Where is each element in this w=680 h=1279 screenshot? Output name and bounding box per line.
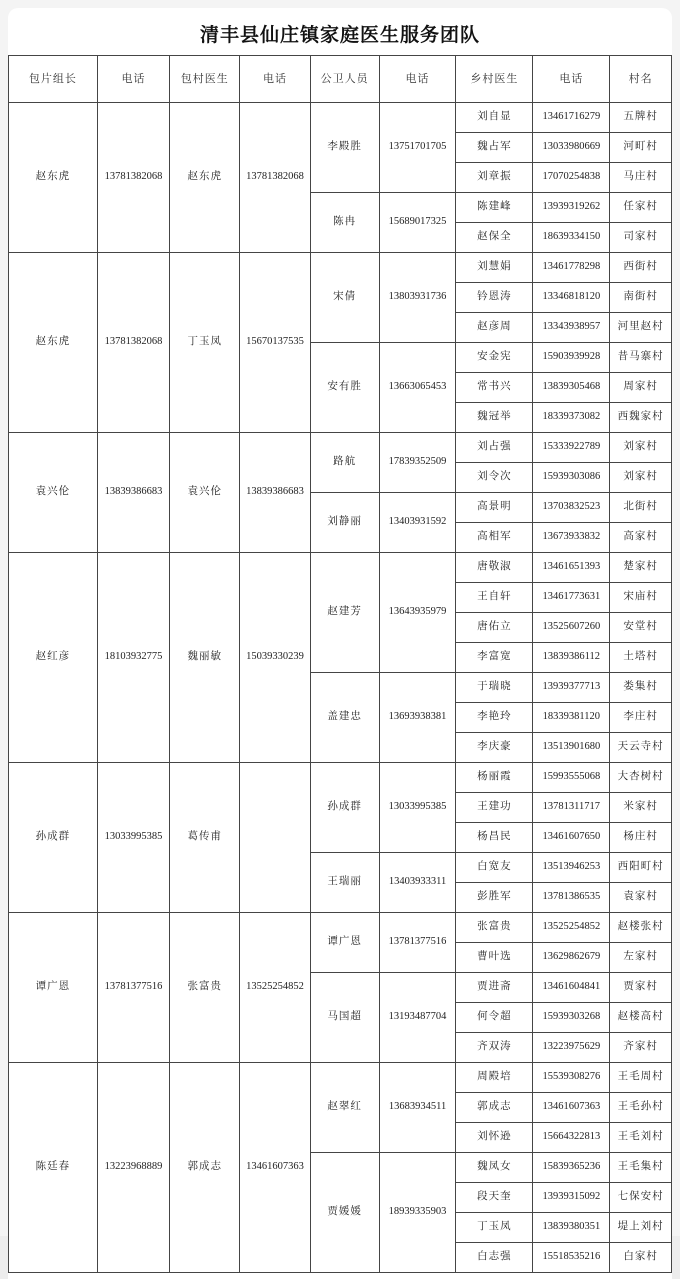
- village-doctor-phone-cell: 13525254852: [240, 913, 310, 1063]
- village-name-cell: 赵楼张村: [610, 913, 672, 943]
- rural-doctor-name-cell: 张富贵: [456, 913, 533, 943]
- public-health-phone-cell: 13751701705: [379, 103, 456, 193]
- page-title: 清丰县仙庄镇家庭医生服务团队: [199, 25, 480, 46]
- leader-name-cell: 孙成群: [9, 763, 98, 913]
- rural-doctor-phone-cell: 18339373082: [533, 403, 610, 433]
- rural-doctor-name-cell: 刘章振: [456, 163, 533, 193]
- public-health-name-cell: 李殿胜: [310, 103, 379, 193]
- table-row: [9, 913, 672, 943]
- rural-doctor-phone-cell: 13223975629: [533, 1033, 610, 1063]
- rural-doctor-phone-cell: 13033980669: [533, 133, 610, 163]
- rural-doctor-phone-cell: 13461716279: [533, 103, 610, 133]
- rural-doctor-name-cell: 刘慧娟: [456, 253, 533, 283]
- leader-phone-cell: 13033995385: [97, 763, 169, 913]
- rural-doctor-name-cell: 于瑞晓: [456, 673, 533, 703]
- public-health-phone-cell: 13803931736: [379, 253, 456, 343]
- rural-doctor-name-cell: 白宽友: [456, 853, 533, 883]
- column-header-2: 包村医生: [170, 56, 240, 103]
- rural-doctor-name-cell: 周殿培: [456, 1063, 533, 1093]
- public-health-name-cell: 赵建芳: [310, 553, 379, 673]
- village-name-cell: 刘家村: [610, 433, 672, 463]
- column-header-1: 电话: [97, 56, 169, 103]
- rural-doctor-phone-cell: 15333922789: [533, 433, 610, 463]
- rural-doctor-name-cell: 彭胜军: [456, 883, 533, 913]
- rural-doctor-phone-cell: 15539308276: [533, 1063, 610, 1093]
- rural-doctor-name-cell: 杨丽霞: [456, 763, 533, 793]
- rural-doctor-name-cell: 贾进斋: [456, 973, 533, 1003]
- leader-phone-cell: 13781382068: [97, 253, 169, 433]
- village-name-cell: 马庄村: [610, 163, 672, 193]
- village-name-cell: 五牌村: [610, 103, 672, 133]
- rural-doctor-name-cell: 李庆豪: [456, 733, 533, 763]
- table-row: [9, 763, 672, 793]
- column-header-7: 电话: [533, 56, 610, 103]
- column-header-5: 电话: [379, 56, 456, 103]
- public-health-name-cell: 刘静丽: [310, 493, 379, 553]
- village-doctor-phone-cell: 13781382068: [240, 103, 310, 253]
- public-health-phone-cell: 18939335903: [379, 1153, 456, 1273]
- table-row: [9, 433, 672, 463]
- village-name-cell: 娄集村: [610, 673, 672, 703]
- village-doctor-phone-cell: 13839386683: [240, 433, 310, 553]
- leader-phone-cell: 18103932775: [97, 553, 169, 763]
- village-name-cell: 昔马寨村: [610, 343, 672, 373]
- family-doctor-roster-table: [8, 55, 672, 1273]
- header-row: [9, 56, 672, 103]
- public-health-phone-cell: 13663065453: [379, 343, 456, 433]
- village-doctor-phone-cell: 15039330239: [240, 553, 310, 763]
- leader-phone-cell: 13781382068: [97, 103, 169, 253]
- leader-name-cell: 袁兴伦: [9, 433, 98, 553]
- table-row: [9, 1063, 672, 1093]
- rural-doctor-name-cell: 杨昌民: [456, 823, 533, 853]
- village-name-cell: 土塔村: [610, 643, 672, 673]
- village-name-cell: 米家村: [610, 793, 672, 823]
- rural-doctor-phone-cell: 13513946253: [533, 853, 610, 883]
- rural-doctor-name-cell: 刘自显: [456, 103, 533, 133]
- leader-name-cell: 陈廷春: [9, 1063, 98, 1273]
- public-health-name-cell: 路航: [310, 433, 379, 493]
- rural-doctor-name-cell: 刘占强: [456, 433, 533, 463]
- village-name-cell: 赵楼高村: [610, 1003, 672, 1033]
- rural-doctor-name-cell: 唐佑立: [456, 613, 533, 643]
- rural-doctor-name-cell: 钤恩涛: [456, 283, 533, 313]
- village-name-cell: 高家村: [610, 523, 672, 553]
- village-doctor-name-cell: 丁玉凤: [170, 253, 240, 433]
- village-name-cell: 堤上刘村: [610, 1213, 672, 1243]
- rural-doctor-phone-cell: 13673933832: [533, 523, 610, 553]
- rural-doctor-name-cell: 高相军: [456, 523, 533, 553]
- village-name-cell: 西魏家村: [610, 403, 672, 433]
- public-health-name-cell: 王瑞丽: [310, 853, 379, 913]
- rural-doctor-phone-cell: 15518535216: [533, 1243, 610, 1273]
- village-doctor-phone-cell: [240, 763, 310, 913]
- rural-doctor-name-cell: 曹叶选: [456, 943, 533, 973]
- rural-doctor-phone-cell: 13513901680: [533, 733, 610, 763]
- rural-doctor-phone-cell: 13461607650: [533, 823, 610, 853]
- rural-doctor-phone-cell: 13939315092: [533, 1183, 610, 1213]
- rural-doctor-name-cell: 赵彦周: [456, 313, 533, 343]
- village-name-cell: 任家村: [610, 193, 672, 223]
- rural-doctor-name-cell: 魏冠举: [456, 403, 533, 433]
- rural-doctor-name-cell: 王自轩: [456, 583, 533, 613]
- public-health-phone-cell: 17839352509: [379, 433, 456, 493]
- village-name-cell: 左家村: [610, 943, 672, 973]
- village-name-cell: 楚家村: [610, 553, 672, 583]
- public-health-phone-cell: 13683934511: [379, 1063, 456, 1153]
- roster-table-body: [9, 103, 672, 1273]
- rural-doctor-phone-cell: 13525607260: [533, 613, 610, 643]
- rural-doctor-phone-cell: 13461607363: [533, 1093, 610, 1123]
- rural-doctor-name-cell: 王建功: [456, 793, 533, 823]
- public-health-name-cell: 赵翠红: [310, 1063, 379, 1153]
- public-health-name-cell: 孙成群: [310, 763, 379, 853]
- rural-doctor-phone-cell: 13939377713: [533, 673, 610, 703]
- rural-doctor-name-cell: 白志强: [456, 1243, 533, 1273]
- rural-doctor-phone-cell: 13346818120: [533, 283, 610, 313]
- village-name-cell: 王毛刘村: [610, 1123, 672, 1153]
- village-name-cell: 王毛孙村: [610, 1093, 672, 1123]
- public-health-name-cell: 盖建忠: [310, 673, 379, 763]
- village-name-cell: 贾家村: [610, 973, 672, 1003]
- column-header-0: 包片组长: [9, 56, 98, 103]
- rural-doctor-name-cell: 李富宽: [456, 643, 533, 673]
- rural-doctor-name-cell: 唐敬淑: [456, 553, 533, 583]
- village-name-cell: 王毛周村: [610, 1063, 672, 1093]
- rural-doctor-phone-cell: 13461778298: [533, 253, 610, 283]
- leader-phone-cell: 13781377516: [97, 913, 169, 1063]
- rural-doctor-name-cell: 刘怀逊: [456, 1123, 533, 1153]
- public-health-name-cell: 陈冉: [310, 193, 379, 253]
- rural-doctor-phone-cell: 13839386112: [533, 643, 610, 673]
- rural-doctor-name-cell: 安金宪: [456, 343, 533, 373]
- rural-doctor-phone-cell: 13839305468: [533, 373, 610, 403]
- village-doctor-name-cell: 袁兴伦: [170, 433, 240, 553]
- leader-phone-cell: 13223968889: [97, 1063, 169, 1273]
- village-name-cell: 齐家村: [610, 1033, 672, 1063]
- rural-doctor-phone-cell: 13461604841: [533, 973, 610, 1003]
- village-name-cell: 天云寺村: [610, 733, 672, 763]
- column-header-6: 乡村医生: [456, 56, 533, 103]
- village-name-cell: 司家村: [610, 223, 672, 253]
- village-doctor-name-cell: 葛传甫: [170, 763, 240, 913]
- rural-doctor-phone-cell: 15664322813: [533, 1123, 610, 1153]
- column-header-8: 村名: [610, 56, 672, 103]
- village-name-cell: 白家村: [610, 1243, 672, 1273]
- village-name-cell: 袁家村: [610, 883, 672, 913]
- public-health-name-cell: 谭广恩: [310, 913, 379, 973]
- leader-phone-cell: 13839386683: [97, 433, 169, 553]
- village-name-cell: 刘家村: [610, 463, 672, 493]
- rural-doctor-phone-cell: 15993555068: [533, 763, 610, 793]
- rural-doctor-name-cell: 郭成志: [456, 1093, 533, 1123]
- rural-doctor-name-cell: 齐双涛: [456, 1033, 533, 1063]
- rural-doctor-phone-cell: 15903939928: [533, 343, 610, 373]
- table-row: [9, 553, 672, 583]
- rural-doctor-phone-cell: 13939319262: [533, 193, 610, 223]
- leader-name-cell: 赵东虎: [9, 253, 98, 433]
- roster-card: [8, 8, 672, 1279]
- village-name-cell: 七保安村: [610, 1183, 672, 1213]
- rural-doctor-phone-cell: 13629862679: [533, 943, 610, 973]
- village-name-cell: 大杏树村: [610, 763, 672, 793]
- village-doctor-name-cell: 魏丽敏: [170, 553, 240, 763]
- public-health-name-cell: 安有胜: [310, 343, 379, 433]
- public-health-phone-cell: 13403933311: [379, 853, 456, 913]
- rural-doctor-phone-cell: 13525254852: [533, 913, 610, 943]
- table-row: [9, 103, 672, 133]
- village-doctor-phone-cell: 15670137535: [240, 253, 310, 433]
- rural-doctor-name-cell: 常书兴: [456, 373, 533, 403]
- public-health-phone-cell: 13781377516: [379, 913, 456, 973]
- village-doctor-name-cell: 赵东虎: [170, 103, 240, 253]
- public-health-phone-cell: 13033995385: [379, 763, 456, 853]
- village-name-cell: 安堂村: [610, 613, 672, 643]
- village-name-cell: 王毛集村: [610, 1153, 672, 1183]
- rural-doctor-name-cell: 魏凤女: [456, 1153, 533, 1183]
- village-name-cell: 北街村: [610, 493, 672, 523]
- rural-doctor-phone-cell: 13781386535: [533, 883, 610, 913]
- village-doctor-name-cell: 郭成志: [170, 1063, 240, 1273]
- rural-doctor-phone-cell: 13461773631: [533, 583, 610, 613]
- column-header-3: 电话: [240, 56, 310, 103]
- village-name-cell: 周家村: [610, 373, 672, 403]
- rural-doctor-name-cell: 赵保全: [456, 223, 533, 253]
- rural-doctor-name-cell: 李艳玲: [456, 703, 533, 733]
- rural-doctor-name-cell: 刘令次: [456, 463, 533, 493]
- rural-doctor-phone-cell: 18639334150: [533, 223, 610, 253]
- village-name-cell: 宋庙村: [610, 583, 672, 613]
- public-health-phone-cell: 13693938381: [379, 673, 456, 763]
- rural-doctor-name-cell: 丁玉凤: [456, 1213, 533, 1243]
- rural-doctor-phone-cell: 13839380351: [533, 1213, 610, 1243]
- public-health-name-cell: 贾媛媛: [310, 1153, 379, 1273]
- public-health-phone-cell: 13403931592: [379, 493, 456, 553]
- rural-doctor-phone-cell: 15939303086: [533, 463, 610, 493]
- public-health-name-cell: 马国超: [310, 973, 379, 1063]
- rural-doctor-phone-cell: 17070254838: [533, 163, 610, 193]
- leader-name-cell: 赵红彦: [9, 553, 98, 763]
- leader-name-cell: 谭广恩: [9, 913, 98, 1063]
- rural-doctor-name-cell: 魏占军: [456, 133, 533, 163]
- public-health-name-cell: 宋倩: [310, 253, 379, 343]
- leader-name-cell: 赵东虎: [9, 103, 98, 253]
- village-doctor-name-cell: 张富贵: [170, 913, 240, 1063]
- rural-doctor-phone-cell: 13461651393: [533, 553, 610, 583]
- rural-doctor-phone-cell: 15939303268: [533, 1003, 610, 1033]
- rural-doctor-name-cell: 高景明: [456, 493, 533, 523]
- public-health-phone-cell: 13643935979: [379, 553, 456, 673]
- rural-doctor-phone-cell: 13703832523: [533, 493, 610, 523]
- village-name-cell: 南街村: [610, 283, 672, 313]
- rural-doctor-phone-cell: 15839365236: [533, 1153, 610, 1183]
- rural-doctor-phone-cell: 18339381120: [533, 703, 610, 733]
- roster-table-header: [9, 56, 672, 103]
- village-name-cell: 杨庄村: [610, 823, 672, 853]
- rural-doctor-phone-cell: 13781311717: [533, 793, 610, 823]
- village-name-cell: 西街村: [610, 253, 672, 283]
- village-name-cell: 西阳町村: [610, 853, 672, 883]
- village-doctor-phone-cell: 13461607363: [240, 1063, 310, 1273]
- rural-doctor-name-cell: 陈建峰: [456, 193, 533, 223]
- rural-doctor-name-cell: 何令超: [456, 1003, 533, 1033]
- column-header-4: 公卫人员: [310, 56, 379, 103]
- rural-doctor-name-cell: 段天奎: [456, 1183, 533, 1213]
- public-health-phone-cell: 13193487704: [379, 973, 456, 1063]
- village-name-cell: 河里赵村: [610, 313, 672, 343]
- public-health-phone-cell: 15689017325: [379, 193, 456, 253]
- table-row: [9, 253, 672, 283]
- rural-doctor-phone-cell: 13343938957: [533, 313, 610, 343]
- village-name-cell: 河町村: [610, 133, 672, 163]
- village-name-cell: 李庄村: [610, 703, 672, 733]
